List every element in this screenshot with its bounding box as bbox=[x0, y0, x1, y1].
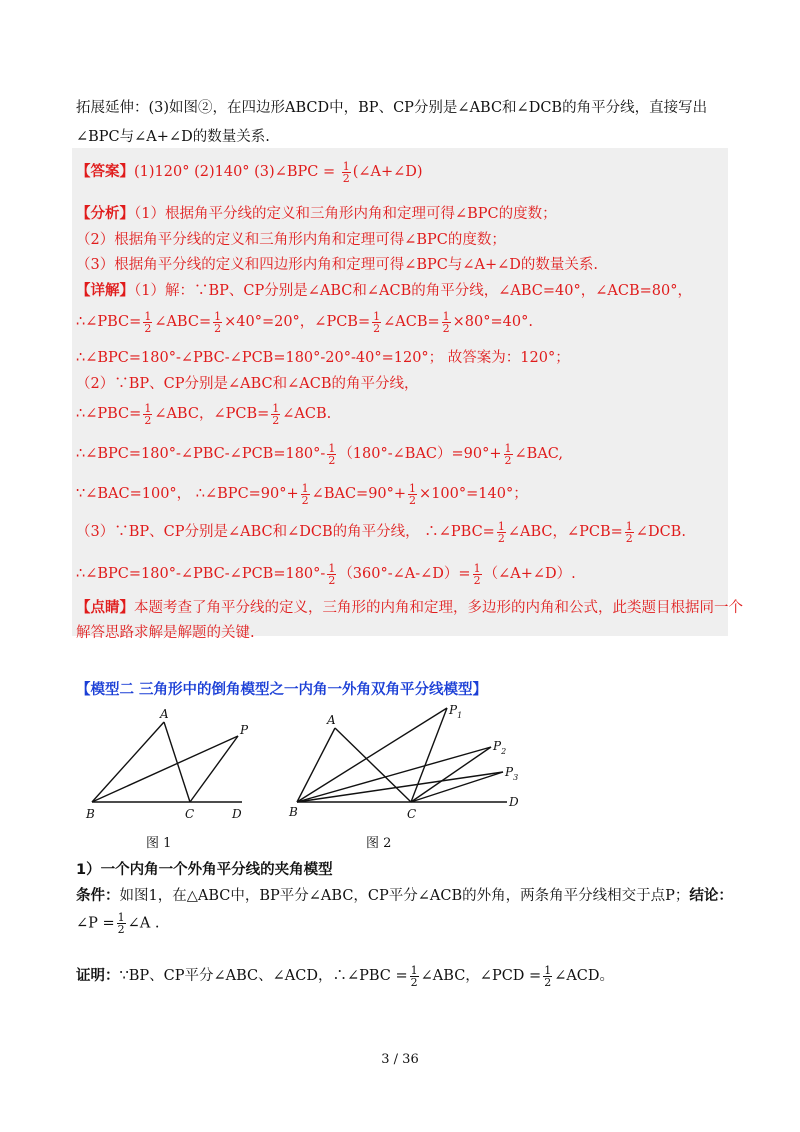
answer-tail: (∠A+∠D) bbox=[352, 164, 423, 180]
analysis-line-2: （2）根据角平分线的定义和三角形内角和定理可得∠BPC的度数； bbox=[76, 232, 506, 248]
fig1-label-A: A bbox=[160, 707, 169, 721]
fig2-label-P1: $P_1$ bbox=[449, 703, 463, 720]
detail-line-3: ∴∠BPC=180°-∠PBC-∠PCB=180°-20°-40°=120°； 故答案为：120°； bbox=[76, 350, 570, 366]
conclusion-line: ∠P = $\frac{1}{2}$ ∠A . bbox=[76, 911, 160, 936]
model-title: 【模型二 三角形中的倒角模型之一内角一外角双角平分线模型】 bbox=[76, 682, 488, 698]
section-1-title: 1）一个内角一个外角平分线的夹角模型 bbox=[76, 862, 333, 878]
analysis-line-1: 【分析】（1）根据角平分线的定义和三角形内角和定理可得∠BPC的度数； bbox=[76, 205, 557, 222]
fig2-label-C: C bbox=[407, 807, 417, 821]
fig2-label-B: B bbox=[289, 805, 298, 819]
detail-line-9: ∴∠BPC=180°-∠PBC-∠PCB=180°- $\frac{1}{2}$ （360°-∠A-∠D）= $\frac{1}{2}$ （∠A+∠D）. bbox=[76, 561, 576, 587]
fig1-label-P: P bbox=[240, 723, 249, 737]
comment-label: 【点睛】 bbox=[76, 599, 134, 616]
fig1-label-C: C bbox=[185, 807, 195, 821]
detail-line-4: （2）∵BP、CP分别是∠ABC和∠ACB的角平分线， bbox=[76, 376, 419, 392]
proof-line: 证明：∵BP、CP平分∠ABC、∠ACD，∴∠PBC = $\frac{1}{2}$ ∠ABC，∠PCD = $\frac{1}{2}$ ∠ACD。 bbox=[76, 963, 615, 989]
answer-line bbox=[76, 160, 423, 184]
detail-label: 【详解】 bbox=[76, 282, 134, 299]
conclusion-label: 结论： bbox=[689, 887, 733, 904]
answer-fraction: $\frac{1}{2}$ bbox=[342, 159, 350, 185]
intro-line-1: 拓展延伸：(3)如图②，在四边形ABCD中，BP、CP分别是∠ABC和∠DCB的角平分线，直接写出 bbox=[76, 100, 708, 116]
detail-line-8: （3）∵BP、CP分别是∠ABC和∠DCB的角平分线， ∴∠PBC= $\frac{1}{2}$ ∠ABC，∠PCB= $\frac{1}{2}$ ∠DCB. bbox=[76, 519, 686, 545]
intro-line-2: ∠BPC与∠A+∠D的数量关系. bbox=[76, 129, 270, 145]
comment-line-1: 【点睛】本题考查了角平分线的定义，三角形的内角和定理，多边形的内角和公式，此类题目根据同一个 bbox=[76, 599, 743, 616]
detail-line-6: ∴∠BPC=180°-∠PBC-∠PCB=180°- $\frac{1}{2}$ （180°-∠BAC）=90°+ $\frac{1}{2}$ ∠BAC, bbox=[76, 441, 563, 467]
figure-2 bbox=[285, 700, 535, 825]
figure-1 bbox=[80, 702, 270, 827]
proof-label: 证明： bbox=[76, 967, 120, 984]
detail-line-2: ∴∠PBC= $\frac{1}{2}$ ∠ABC= $\frac{1}{2}$ ×40°=20°，∠PCB= $\frac{1}{2}$ ∠ACB= $\frac{1}{2}$ ×80°=40°. bbox=[76, 309, 533, 335]
analysis-label: 【分析】 bbox=[76, 205, 134, 222]
fig2-label-P3: $P_3$ bbox=[505, 765, 519, 782]
fig1-label-B: B bbox=[86, 807, 95, 821]
fig2-label-A: A bbox=[327, 713, 336, 727]
page-number: 3 / 36 bbox=[381, 1052, 419, 1067]
condition-line: 条件：如图1，在△ABC中，BP平分∠ABC，CP平分∠ACB的外角，两条角平分线相交于点P；结论： bbox=[76, 887, 733, 904]
condition-label: 条件： bbox=[76, 887, 120, 904]
comment-line-2: 解答思路求解是解题的关键. bbox=[76, 625, 255, 641]
answer-label: 【答案】 bbox=[76, 163, 134, 180]
fig2-caption: 图 2 bbox=[366, 836, 392, 851]
detail-line-7: ∵∠BAC=100°， ∴∠BPC=90°+ $\frac{1}{2}$ ∠BAC=90°+ $\frac{1}{2}$ ×100°=140°； bbox=[76, 481, 528, 507]
fig2-label-D: D bbox=[509, 795, 519, 809]
detail-line-5: ∴∠PBC= $\frac{1}{2}$ ∠ABC，∠PCB= $\frac{1}{2}$ ∠ACB. bbox=[76, 401, 332, 427]
fig1-caption: 图 1 bbox=[146, 836, 172, 851]
answer-text: (1)120° (2)140° (3)∠BPC = bbox=[134, 164, 340, 180]
fig1-label-D: D bbox=[232, 807, 242, 821]
fig2-label-P2: $P_2$ bbox=[493, 739, 507, 756]
analysis-line-3: （3）根据角平分线的定义和四边形内角和定理可得∠BPC与∠A+∠D的数量关系. bbox=[76, 257, 599, 273]
detail-line-1: 【详解】（1）解：∵BP、CP分别是∠ABC和∠ACB的角平分线，∠ABC=40°，∠ACB=80°， bbox=[76, 282, 692, 299]
